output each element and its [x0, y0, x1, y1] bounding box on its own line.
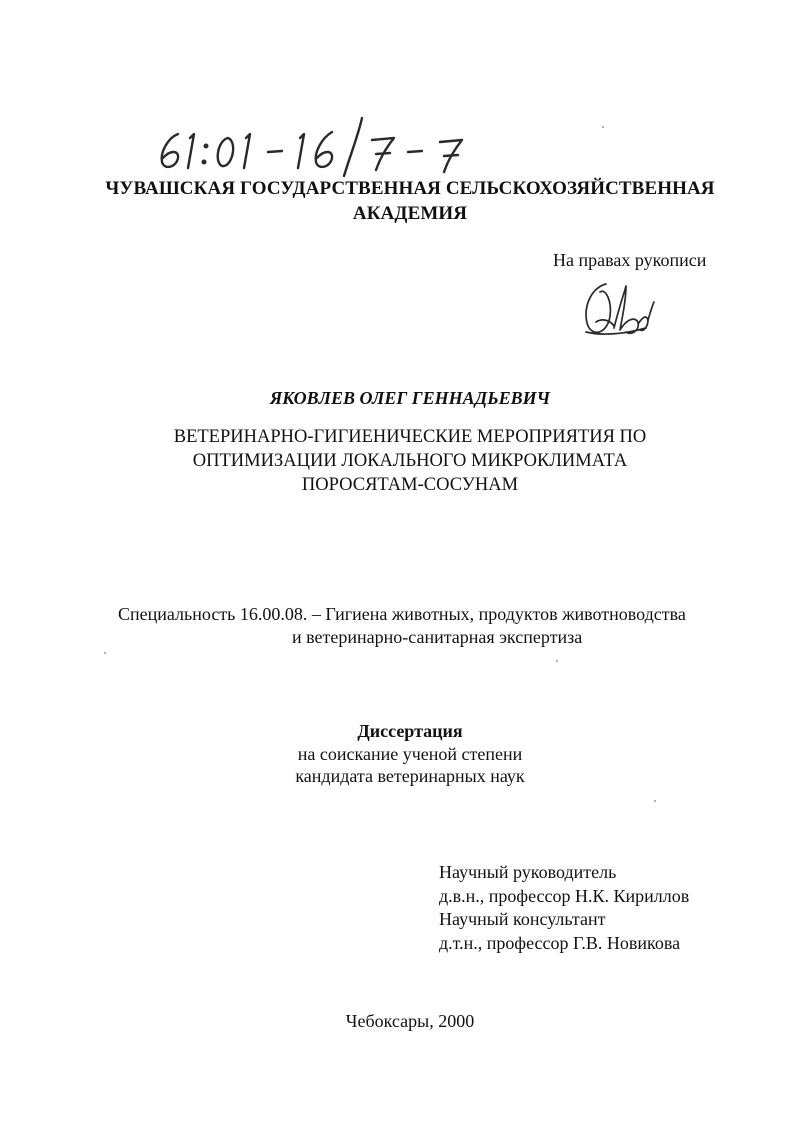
- author-name: ЯКОВЛЕВ ОЛЕГ ГЕННАДЬЕВИЧ: [269, 388, 551, 408]
- degree-line-1: на соискание ученой степени: [297, 743, 523, 764]
- degree-line-2: кандидата ветеринарных наук: [295, 766, 525, 786]
- institution-name: [60, 176, 760, 226]
- degree-heading: Диссертация: [357, 721, 463, 741]
- scan-speck: [104, 652, 106, 654]
- specialty-line-1: Специальность 16.00.08. – Гигиена животных, продуктов животноводства: [118, 604, 686, 624]
- specialty: [118, 603, 686, 649]
- supervisor-name: д.в.н., профессор Н.К. Кириллов: [439, 885, 690, 906]
- institution-line-1: ЧУВАШСКАЯ ГОСУДАРСТВЕННАЯ СЕЛЬСКОХОЗЯЙСТВЕННАЯ: [105, 178, 715, 199]
- author-signature: [576, 262, 661, 344]
- scan-speck: [654, 800, 656, 802]
- degree-statement: [100, 720, 720, 788]
- institution-line-2: АКАДЕМИЯ: [352, 203, 468, 224]
- supervisor-role: Научный руководитель: [439, 862, 617, 882]
- advisors-block: [439, 861, 689, 955]
- rights-note: На правах рукописи: [553, 250, 707, 270]
- dissertation-title: [120, 425, 700, 497]
- scan-speck: [556, 660, 558, 662]
- handwritten-catalog-number: [150, 112, 490, 178]
- scan-speck: [602, 126, 604, 128]
- consultant-role: Научный консультант: [439, 909, 606, 929]
- signature-handwriting: [576, 262, 661, 344]
- consultant-name: д.т.н., профессор Г.В. Новикова: [439, 932, 681, 953]
- catalog-number-handwriting: [150, 112, 490, 178]
- title-line-1: ВЕТЕРИНАРНО-ГИГИЕНИЧЕСКИЕ МЕРОПРИЯТИЯ ПО: [173, 427, 647, 447]
- title-line-3: ПОРОСЯТАМ-СОСУНАМ: [301, 475, 519, 495]
- title-line-2: ОПТИМИЗАЦИИ ЛОКАЛЬНОГО МИКРОКЛИМАТА: [192, 451, 628, 471]
- specialty-line-2: и ветеринарно-санитарная экспертиза: [292, 627, 583, 647]
- city-year: Чебоксары, 2000: [345, 1011, 475, 1031]
